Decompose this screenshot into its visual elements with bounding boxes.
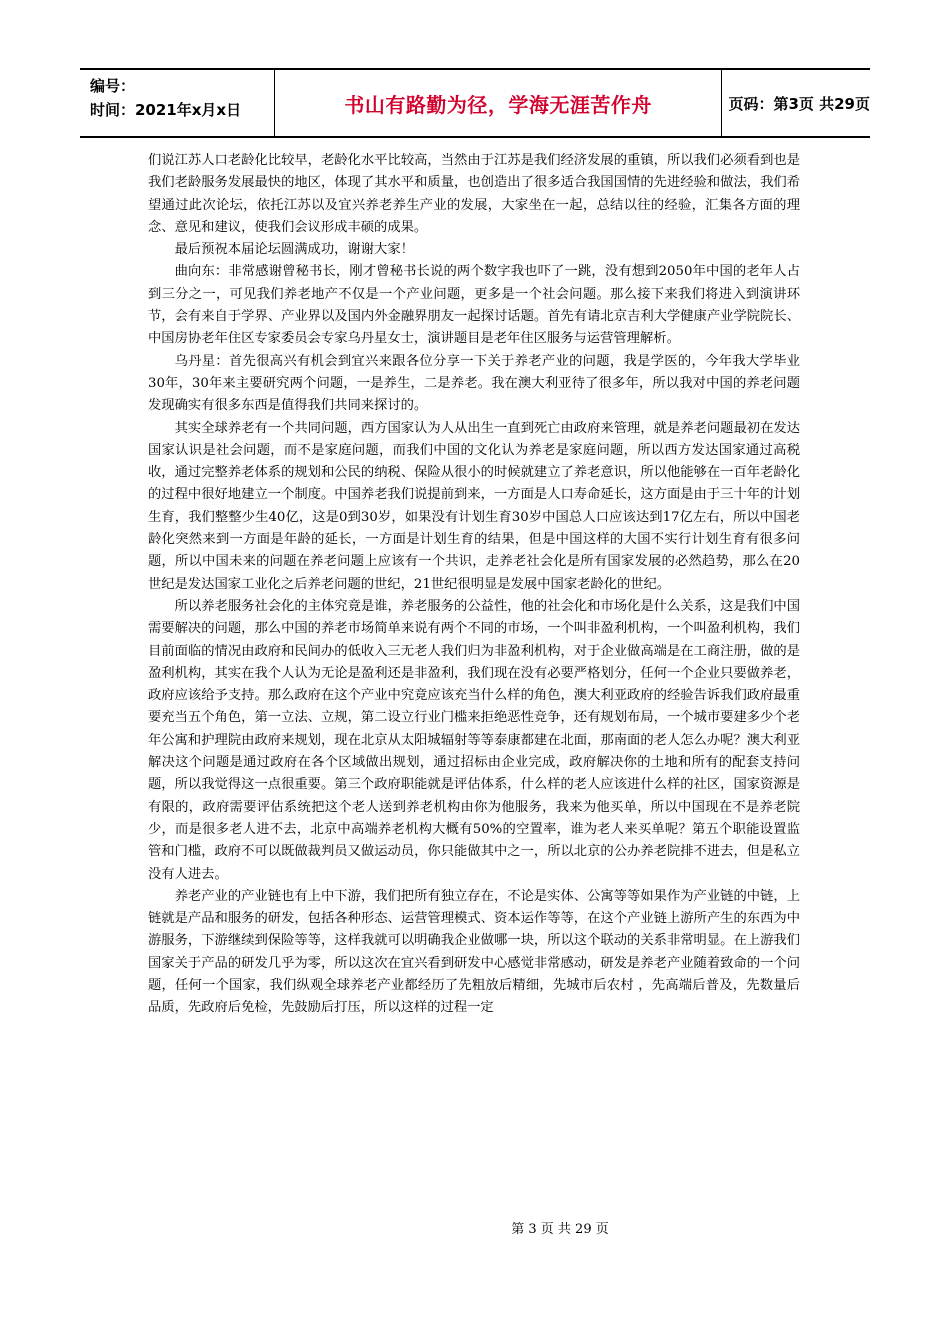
paragraph-1: 们说江苏人口老龄化比较早，老龄化水平比较高，当然由于江苏是我们经济发展的重镇，所以我们必须看到也是我们老龄服务发展最快的地区，体现了其水平和质量，也创造出了很多适合我国国情的先进经验和做法，我们希望通过此次论坛，依托江苏以及宜兴养老养生产业的发展，大家坐在一起，总结以往的经验，汇集各方面的理念、意见和建议，使我们会议形成丰硕的成果。 bbox=[148, 153, 800, 235]
header-meta bbox=[80, 70, 275, 136]
paragraph-4: 乌丹星：首先很高兴有机会到宜兴来跟各位分享一下关于养老产业的问题，我是学医的，今年我大学毕业30年，30年来主要研究两个问题，一是养生，二是养老。我在澳大利亚待了很多年，所以我对中国的养老问题发现确实有很多东西是值得我们共同来探讨的。 bbox=[148, 353, 800, 414]
page-header bbox=[80, 68, 870, 138]
paragraph-3: 曲向东：非常感谢曾秘书长，刚才曾秘书长说的两个数字我也吓了一跳，没有想到2050年中国的老年人占到三分之一，可见我们养老地产不仅是一个产业问题，更多是一个社会问题。那么接下来我们将进入到演讲环节，会有来自于学界、产业界以及国内外金融界朋友一起探讨话题。首先有请北京吉利大学健康产业学院院长、中国房协老年住区专家委员会专家乌丹星女士，演讲题目是老年住区服务与运营管理解析。 bbox=[148, 264, 800, 347]
document-number-label: 编号： bbox=[90, 77, 136, 95]
paragraph-6: 所以养老服务社会化的主体究竟是谁，养老服务的公益性，他的社会化和市场化是什么关系，这是我们中国需要解决的问题，那么中国的养老市场简单来说有两个不同的市场，一个叫非盈利机构，一个叫盈利机构，我们目前面临的情况由政府和民间办的低收入三无老人我们归为非盈利机构，对于企业做高端是在工商注册，做的是盈利机构，其实在我个人认为无论是盈利还是非盈利，我们现在没有必要严格划分，任何一个企业只要做养老，政府应该给予支持。那么政府在这个产业中究竟应该充当什么样的角色，澳大利亚政府的经验告诉我们政府最重要充当五个角色，第一立法、立规，第二设立行业门槛来拒绝恶性竞争，还有规划布局，一个城市要建多少个老年公寓和护理院由政府来规划，现在北京从太阳城辐射等等泰康都建在北面，那南面的老人怎么办呢？澳大利亚解决这个问题是通过政府在各个区域做出规划，通过招标由企业完成，政府解决你的土地和所有的配套支持问题，所以我觉得这一点很重要。第三个政府职能就是评估体系，什么样的老人应该进什么样的社区，国家资源是有限的，政府需要评估系统把这个老人送到养老机构由你为他服务，我来为他买单，所以中国现在不是养老院少，而是很多老人进不去，北京中高端养老机构大概有50%的空置率，谁为老人来买单呢？第五个职能设置监管和门槛，政府不可以既做裁判员又做运动员，你只能做其中之一，所以北京的公办养老院排不进去，但是私立没有人进去。 bbox=[148, 598, 800, 882]
header-page-info: 页码：第3页 共29页 bbox=[728, 94, 870, 113]
paragraph-5: 其实全球养老有一个共同问题，西方国家认为人从出生一直到死亡由政府来管理，就是养老问题最初在发达国家认识是社会问题，而不是家庭问题，而我们中国的文化认为养老是家庭问题，所以西方发达国家通过高税收，通过完整养老体系的规划和公民的纳税、保险从很小的时候就建立了养老意识，所以他能够在一百年老龄化的过程中很好地建立一个制度。中国养老我们说提前到来，一方面是人口寿命延长，这方面是由于三十年的计划生育，我们整整少生40亿，这是0到30岁，如果没有计划生育30岁中国总人口应该达到17亿左右，所以中国老龄化突然来到一方面是年龄的延长，一方面是计划生育的结果，但是中国这样的大国不实行计划生育有很多问题，所以中国未来的问题在养老问题上应该有一个共识，走养老社会化是所有国家发展的必然趋势，那么在20世纪是发达国家工业化之后养老问题的世纪，21世纪很明显是发展中国家老龄化的世纪。 bbox=[148, 420, 800, 592]
header-motto: 书山有路勤为径，学海无涯苦作舟 bbox=[275, 70, 723, 136]
page-footer: 第 3 页 共 29 页 bbox=[511, 1222, 609, 1237]
paragraph-7: 养老产业的产业链也有上中下游，我们把所有独立存在，不论是实体、公寓等等如果作为产业链的中链，上链就是产品和服务的研发，包括各种形态、运营管理模式、资本运作等等，在这个产业链上游所产生的东西为中游服务，下游继续到保险等等，这样我就可以明确我企业做哪一块，所以这个联动的关系非常明显。在上游我们国家关于产品的研发几乎为零，所以这次在宜兴看到研发中心感觉非常感动，研发是养老产业随着致命的一个问题，任何一个国家，我们纵观全球养老产业都经历了先粗放后精细，先城市后农村 ，先高端后普及，先数量后品质，先政府后免检，先鼓励后打压，所以这样的过程一定 bbox=[148, 888, 800, 1016]
document-body bbox=[148, 150, 800, 1020]
paragraph-2: 最后预祝本届论坛圆满成功，谢谢大家！ bbox=[174, 242, 414, 258]
document-time-label: 时间：2021年x月x日 bbox=[90, 101, 242, 119]
